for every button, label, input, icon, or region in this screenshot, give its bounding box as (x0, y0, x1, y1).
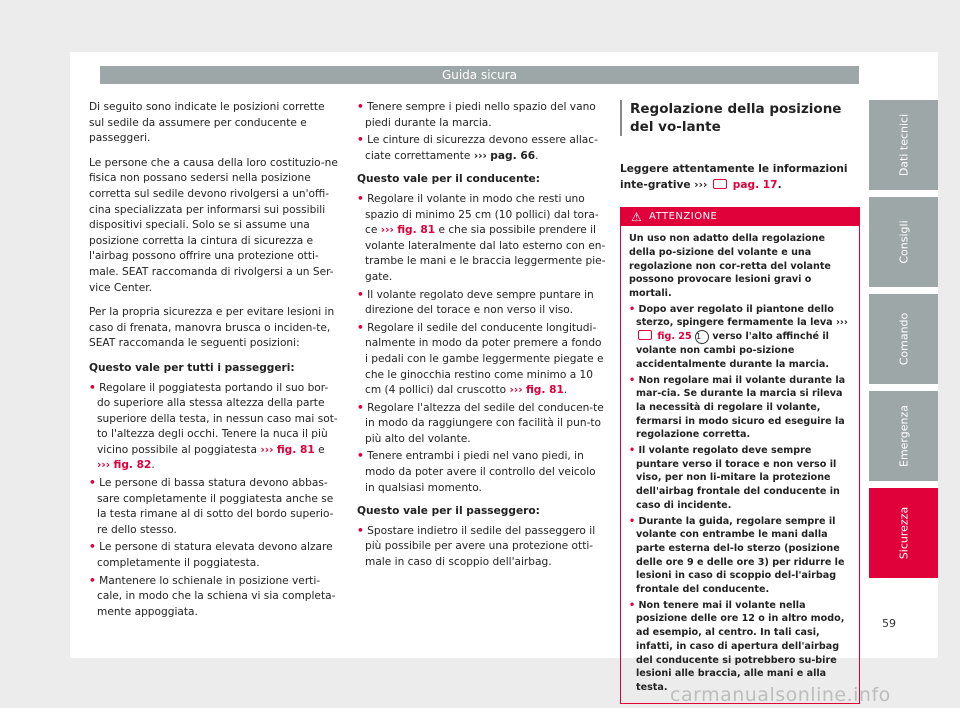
page-number: 59 (882, 617, 896, 630)
tab-label: Emergenza (897, 405, 910, 467)
book-icon (638, 330, 652, 340)
bullet-icon: • (89, 381, 96, 394)
column-1 (89, 100, 341, 622)
bullet-item (357, 401, 607, 448)
arrow-icon: ››› (260, 443, 274, 456)
subheading: Questo vale per il conducente: (357, 173, 540, 186)
bullet-text: Non tenere mai il volante nella posizione delle ore 12 o in altro modo, ad esempio, al centro. In tali casi, infatti, in caso di apertura dell'airbag del conducente si potrebbero su-bire lesioni alle braccia, alle mani e alla testa. (636, 599, 845, 693)
warning-header (621, 208, 859, 226)
tab-label: Comando (897, 312, 910, 366)
bullet-icon: • (357, 101, 364, 113)
warning-bullet (629, 444, 851, 513)
bullet-icon: • (629, 303, 636, 315)
book-icon (713, 179, 727, 189)
arrow-icon: ››› (473, 149, 487, 162)
bullet-text: Regolare l'altezza del sedile del conducen-te in modo da raggiungere con facilità il pun-to più alto del volante. (365, 401, 604, 445)
section-title: Regolazione della posizione del vo-lante (620, 100, 860, 136)
tab-label: Sicurezza (897, 506, 910, 560)
arrow-icon: ››› (97, 459, 111, 472)
bullet-text: Le cinture di sicurezza devono essere allac-ciate correttamente (365, 134, 598, 162)
bullet-item: • Regolare il poggiatesta portando il suo bor-do superiore alla stessa altezza della parte superiore della testa, in nessun caso mai sot-to l'altezza degli occhi. Tenere la nuca il più vicino possibile al poggiatesta ››› fig. 81 e ››› fig. 82. (89, 381, 338, 472)
warning-triangle-icon: ⚠ (631, 210, 643, 225)
bullet-item (89, 540, 341, 571)
warning-bullet (629, 515, 851, 597)
lead-text: Leggere attentamente le informazioni inte-grative (620, 163, 848, 191)
bullet-text: e che sia possibile prendere il volante lateralmente dal lato esterno con en-trambe le mani e le braccia leggermente pie-gate. (365, 224, 606, 283)
bullet-icon: • (629, 445, 636, 457)
page-header: Guida sicura (100, 66, 859, 84)
bullet-icon: • (89, 541, 96, 554)
warning-intro: Un uso non adatto della regolazione della po-sizione del volante e una regolazione non cor-retta del volante possono provocare lesioni gravi o mortali. (629, 233, 831, 299)
figure-link[interactable]: fig. 81 (525, 384, 564, 397)
paragraph: Per la propria sicurezza e per evitare lesioni in caso di frenata, manovra brusca o inciden-te, SEAT raccomanda le seguenti posizioni: (89, 306, 335, 350)
tab-label: Consigli (897, 220, 910, 264)
watermark: carmanualsonline.info (670, 684, 891, 706)
warning-body (621, 226, 859, 703)
bullet-text: verso l'alto affinché il volante non cambi po-sizione accidentalmente durante la marcia. (636, 331, 830, 370)
bullet-text: Il volante regolato deve sempre puntare verso il torace e non verso il viso, per non li-mitare la protezione dell'airbag frontale del conducente in caso di incidente. (636, 445, 840, 511)
bullet-text: Il volante regolato deve sempre puntare in direzione del torace e non verso il viso. (365, 288, 594, 317)
bullet-icon: • (629, 599, 636, 611)
bullet-text: Le persone di bassa statura devono abbas-sare completamente il poggiatesta anche se la testa rimane al di sotto del bordo superio-re dello stesso. (97, 477, 334, 536)
bullet-text: Non regolare mai il volante durante la mar-cia. Se durante la marcia si rileva la necessità di regolare il volante, fermarsi in modo sicuro ed eseguire la regolazione corretta. (636, 374, 846, 441)
tab-comando[interactable] (869, 294, 938, 384)
bullet-text: Dopo aver regolato il piantone dello sterzo, spingere fermamente la leva (636, 303, 834, 329)
bullet-icon: • (357, 192, 364, 205)
warning-bullet (629, 303, 851, 372)
subheading: Questo vale per il passeggero: (357, 505, 540, 518)
lead-paragraph: Leggere attentamente le informazioni inte-grative ››› pag. 17. (620, 163, 848, 191)
bullet-item: • Regolare il sedile del conducente longitudi-nalmente in modo da poter premere a fondo i pedali con le gambe leggermente piegate e che le ginocchia restino come minimo a 10 cm (4 pollici) dal cruscotto ››› fig. 81. (357, 321, 604, 397)
bullet-item (357, 524, 607, 571)
subheading: Questo vale per tutti i passeggeri: (89, 361, 295, 374)
warning-bullet (629, 374, 851, 443)
bullet-icon: • (629, 515, 636, 527)
tab-sicurezza[interactable] (869, 488, 938, 578)
bullet-text: Regolare il poggiatesta portando il suo bor-do superiore alla stessa altezza della parte superiore della testa, in nessun caso mai sot-to l'altezza degli occhi. Tenere la nuca il più vicino possibile al poggiatesta (97, 381, 338, 456)
warning-label: ATTENZIONE (649, 211, 718, 223)
paragraph: Le persone che a causa della loro costituzio-ne fisica non possano sedersi nella posizione corretta sul sedile devono rivolgersi a un'offi-cina specializzata per informarsi sui possibili dispositivi speciali. Solo se si assume una posizione corretta la cintura di sicurezza e l'airbag possono offrire una protezione otti-male. SEAT raccomanda di rivolgersi a un Ser-vice Center. (89, 156, 338, 294)
bullet-item (357, 449, 607, 496)
tab-dati-tecnici[interactable] (869, 100, 938, 190)
column-2 (357, 100, 607, 573)
bullet-icon: • (357, 321, 364, 334)
arrow-icon: ››› (380, 224, 394, 237)
bullet-text: Tenere entrambi i piedi nel vano piedi, in modo da poter avere il controllo del veicolo in qualsiasi momento. (365, 450, 596, 494)
bullet-icon: • (89, 574, 96, 587)
page-link[interactable]: pag. 66 (490, 149, 536, 162)
figure-link[interactable]: fig. 81 (276, 443, 315, 456)
figure-link[interactable]: fig. 81 (397, 224, 436, 237)
bullet-item: • Le cinture di sicurezza devono essere allac-ciate correttamente ››› pag. 66. (357, 134, 598, 162)
bullet-item (357, 100, 607, 131)
column-3 (620, 100, 860, 704)
bullet-icon: • (357, 288, 364, 301)
bullet-item (357, 192, 607, 286)
bullet-icon: • (89, 477, 96, 490)
bullet-icon: • (357, 524, 364, 537)
callout-number: 1 (695, 330, 709, 344)
tab-consigli[interactable] (869, 197, 938, 287)
bullet-item (357, 288, 607, 319)
bullet-icon: • (357, 134, 364, 147)
paragraph: Di seguito sono indicate le posizioni corrette sul sedile da assumere per conducente e passeggeri. (89, 101, 325, 145)
conjunction: e (314, 443, 325, 456)
bullet-text: Durante la guida, regolare sempre il volante con entrambe le mani dalla parte esterna del-lo sterzo (posizione delle ore 9 e delle ore 3) per ridurre le lesioni in caso di scoppio del-l'airbag frontale del conducente. (636, 515, 845, 596)
bullet-text: Regolare il sedile del conducente longitudi-nalmente in modo da poter premere a fondo i pedali con le gambe leggermente piegate e che le ginocchia restino come minimo a 10 cm (4 pollici) dal cruscotto (365, 321, 604, 397)
warning-bullet (629, 599, 851, 695)
bullet-icon: • (629, 374, 636, 386)
bullet-item (89, 476, 341, 538)
bullet-text: Spostare indietro il sedile del passeggero il più possibile per avere una protezione otti-male in caso di scoppio dell'airbag. (365, 524, 596, 569)
figure-link[interactable]: fig. 25 (657, 331, 692, 343)
tab-emergenza[interactable] (869, 391, 938, 481)
bullet-text: Mantenere lo schienale in posizione verti-cale, in modo che la schiena vi sia completa-mente appoggiata. (97, 574, 336, 618)
bullet-item (89, 574, 341, 621)
bullet-text: Tenere sempre i piedi nello spazio del vano piedi durante la marcia. (365, 101, 596, 129)
bullet-icon: • (357, 450, 364, 463)
warning-box (620, 207, 860, 704)
bullet-icon: • (357, 401, 364, 414)
bullet-text: Le persone di statura elevata devono alzare completamente il poggiatesta. (97, 541, 333, 570)
arrow-icon: ››› (509, 384, 523, 397)
arrow-icon: ››› (835, 317, 848, 329)
figure-link[interactable]: fig. 82 (113, 459, 152, 472)
bullet-text: Regolare il volante in modo che resti uno spazio di minimo 25 cm (10 pollici) dal tora-ce (365, 192, 599, 237)
tab-label: Dati tecnici (897, 113, 910, 177)
page-link[interactable]: pag. 17 (732, 178, 778, 191)
arrow-icon: ››› (694, 178, 708, 191)
